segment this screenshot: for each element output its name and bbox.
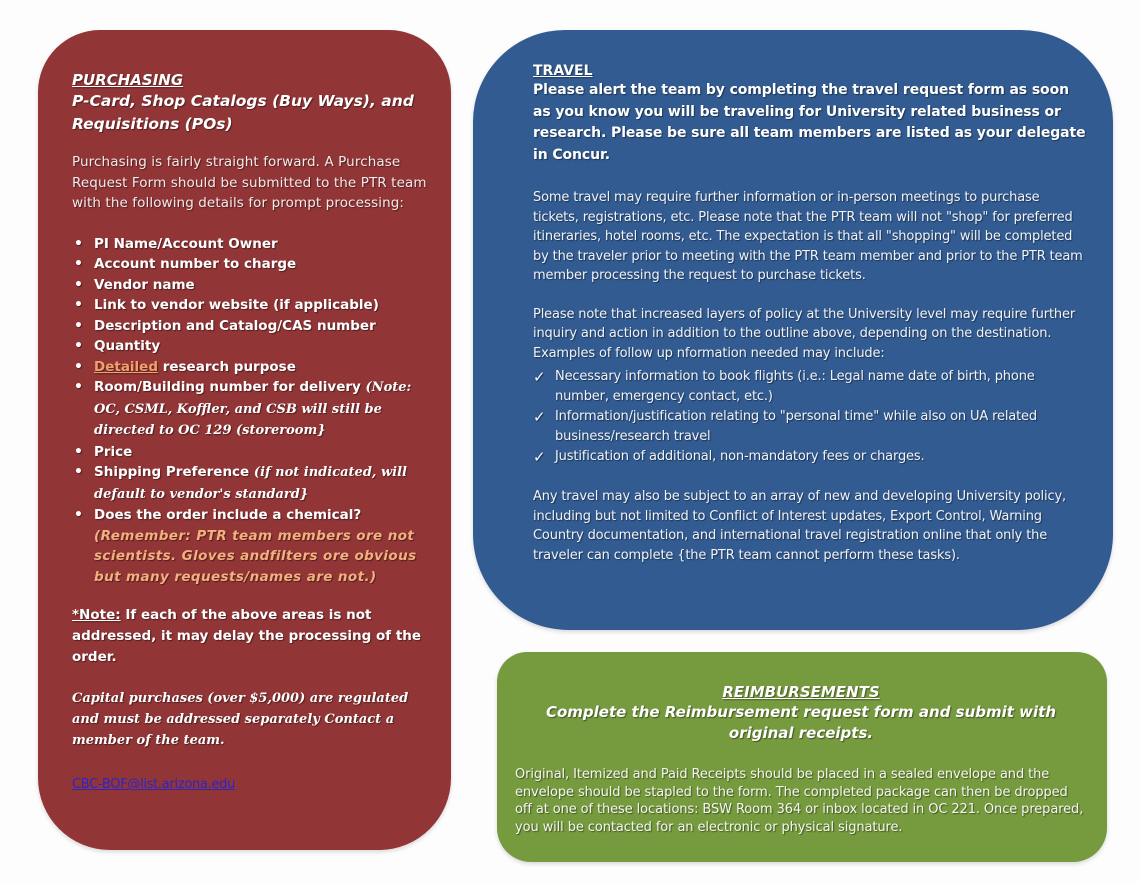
check-icon: ✓ <box>533 368 546 386</box>
list-item: ✓ Justification of additional, non-mandatory fees or charges. <box>533 448 925 466</box>
purchasing-title: PURCHASING <box>72 71 184 89</box>
note-label: *Note: <box>72 607 121 623</box>
list-item: • Detailed research purpose <box>72 357 431 378</box>
travel-lead: Please alert the team by completing the travel request form as soon as you know you will be traveling for University related business or research. Please be sure all team members are listed as your delegate in Concur. <box>533 82 1086 163</box>
travel-examples-list <box>533 367 1089 467</box>
list-item: • Vendor name <box>72 275 431 296</box>
list-item: • Account number to charge <box>72 254 431 275</box>
travel-title: TRAVEL <box>533 63 593 79</box>
purchasing-subtitle: P-Card, Shop Catalogs (Buy Ways), and Requisitions (POs) <box>72 92 414 133</box>
list-item: • Link to vendor website (if applicable) <box>72 295 431 316</box>
shipping-note: (if not indicated, will default to vendor's standard} <box>94 465 407 502</box>
travel-paragraph-policy: Please note that increased layers of policy at the University level may require further inquiry and action in addition to the outline above, depending on the destination. <box>533 306 1076 341</box>
purchasing-note: *Note: If each of the above areas is not addressed, it may delay the processing of the order. <box>72 607 422 665</box>
check-icon: ✓ <box>533 448 546 466</box>
purchasing-intro: Purchasing is fairly straight forward. A Purchase Request Form should be submitted to the PTR team with the following details for prompt processing: <box>72 154 427 211</box>
reimbursements-title: REIMBURSEMENTS <box>722 683 880 701</box>
list-item: • Room/Building number for delivery (Note: OC, CSML, Koffler, and CSB will still be directed to OC 129 (storeroom} <box>72 377 431 442</box>
capital-purchases-note: Capital purchases (over $5,000) are regulated and must be addressed separately Contact a member of the team. <box>72 691 409 748</box>
purchasing-panel <box>38 30 451 850</box>
list-item: • Does the order include a chemical? (Remember: PTR team members ore not scientists. Gloves andfilters ore obvious but many requests/names are not.) <box>72 505 431 587</box>
contact-email-link[interactable]: CBC-BOF@list.arizona.edu <box>72 777 236 792</box>
detailed-highlight: Detailed <box>94 358 158 375</box>
list-item: • Price <box>72 442 431 463</box>
list-item: ✓ Information/justification relating to "personal time" while also on UA related business/research travel <box>533 408 1037 444</box>
reimbursements-lead: Complete the Reimbursement request form and submit with original receipts. <box>545 703 1057 742</box>
check-icon: ✓ <box>533 408 546 426</box>
travel-panel <box>473 30 1113 630</box>
list-item: • Description and Catalog/CAS number <box>72 316 431 337</box>
travel-examples-intro: Examples of follow up nformation needed may include: <box>533 345 885 361</box>
list-item: • Shipping Preference (if not indicated, will default to vendor's standard} <box>72 462 431 505</box>
travel-paragraph-university-policy: Any travel may also be subject to an array of new and developing University policy, including but not limited to Conflict of Interest updates, Export Control, Warning Country documentation, and international travel registration online that only the traveler can complete {the PTR team cannot perform these tasks). <box>533 489 1066 563</box>
list-item: • PI Name/Account Owner <box>72 234 431 255</box>
chemical-warning: (Remember: PTR team members ore not scientists. Gloves andfilters ore obvious but many requests/names are not.) <box>94 527 417 585</box>
travel-paragraph-shopping: Some travel may require further information or in-person meetings to purchase tickets, registrations, etc. Please note that the PTR team will not "shop" for preferred itineraries, hotel rooms, etc. The expectation is that all "shopping" will be completed by the traveler prior to meeting with the PTR team member and prior to the PTR team member processing the request to purchase tickets. <box>533 190 1083 283</box>
list-item: ✓ Necessary information to book flights (i.e.: Legal name date of birth, phone number, emergency contact, etc.) <box>533 368 1035 404</box>
delivery-note: (Note: OC, CSML, Koffler, and CSB will still be directed to OC 129 (storeroom} <box>94 380 412 438</box>
list-item: • Quantity <box>72 336 431 357</box>
purchasing-requirements-list <box>72 234 431 588</box>
reimbursements-body: Original, Itemized and Paid Receipts should be placed in a sealed envelope and the envelope should be stapled to the form. The completed package can then be dropped off at one of these locations: BSW Room 364 or inbox located in OC 221. Once prepared, you will be contacted for an electronic or physical signature. <box>515 767 1084 835</box>
reimbursements-panel <box>497 652 1107 862</box>
